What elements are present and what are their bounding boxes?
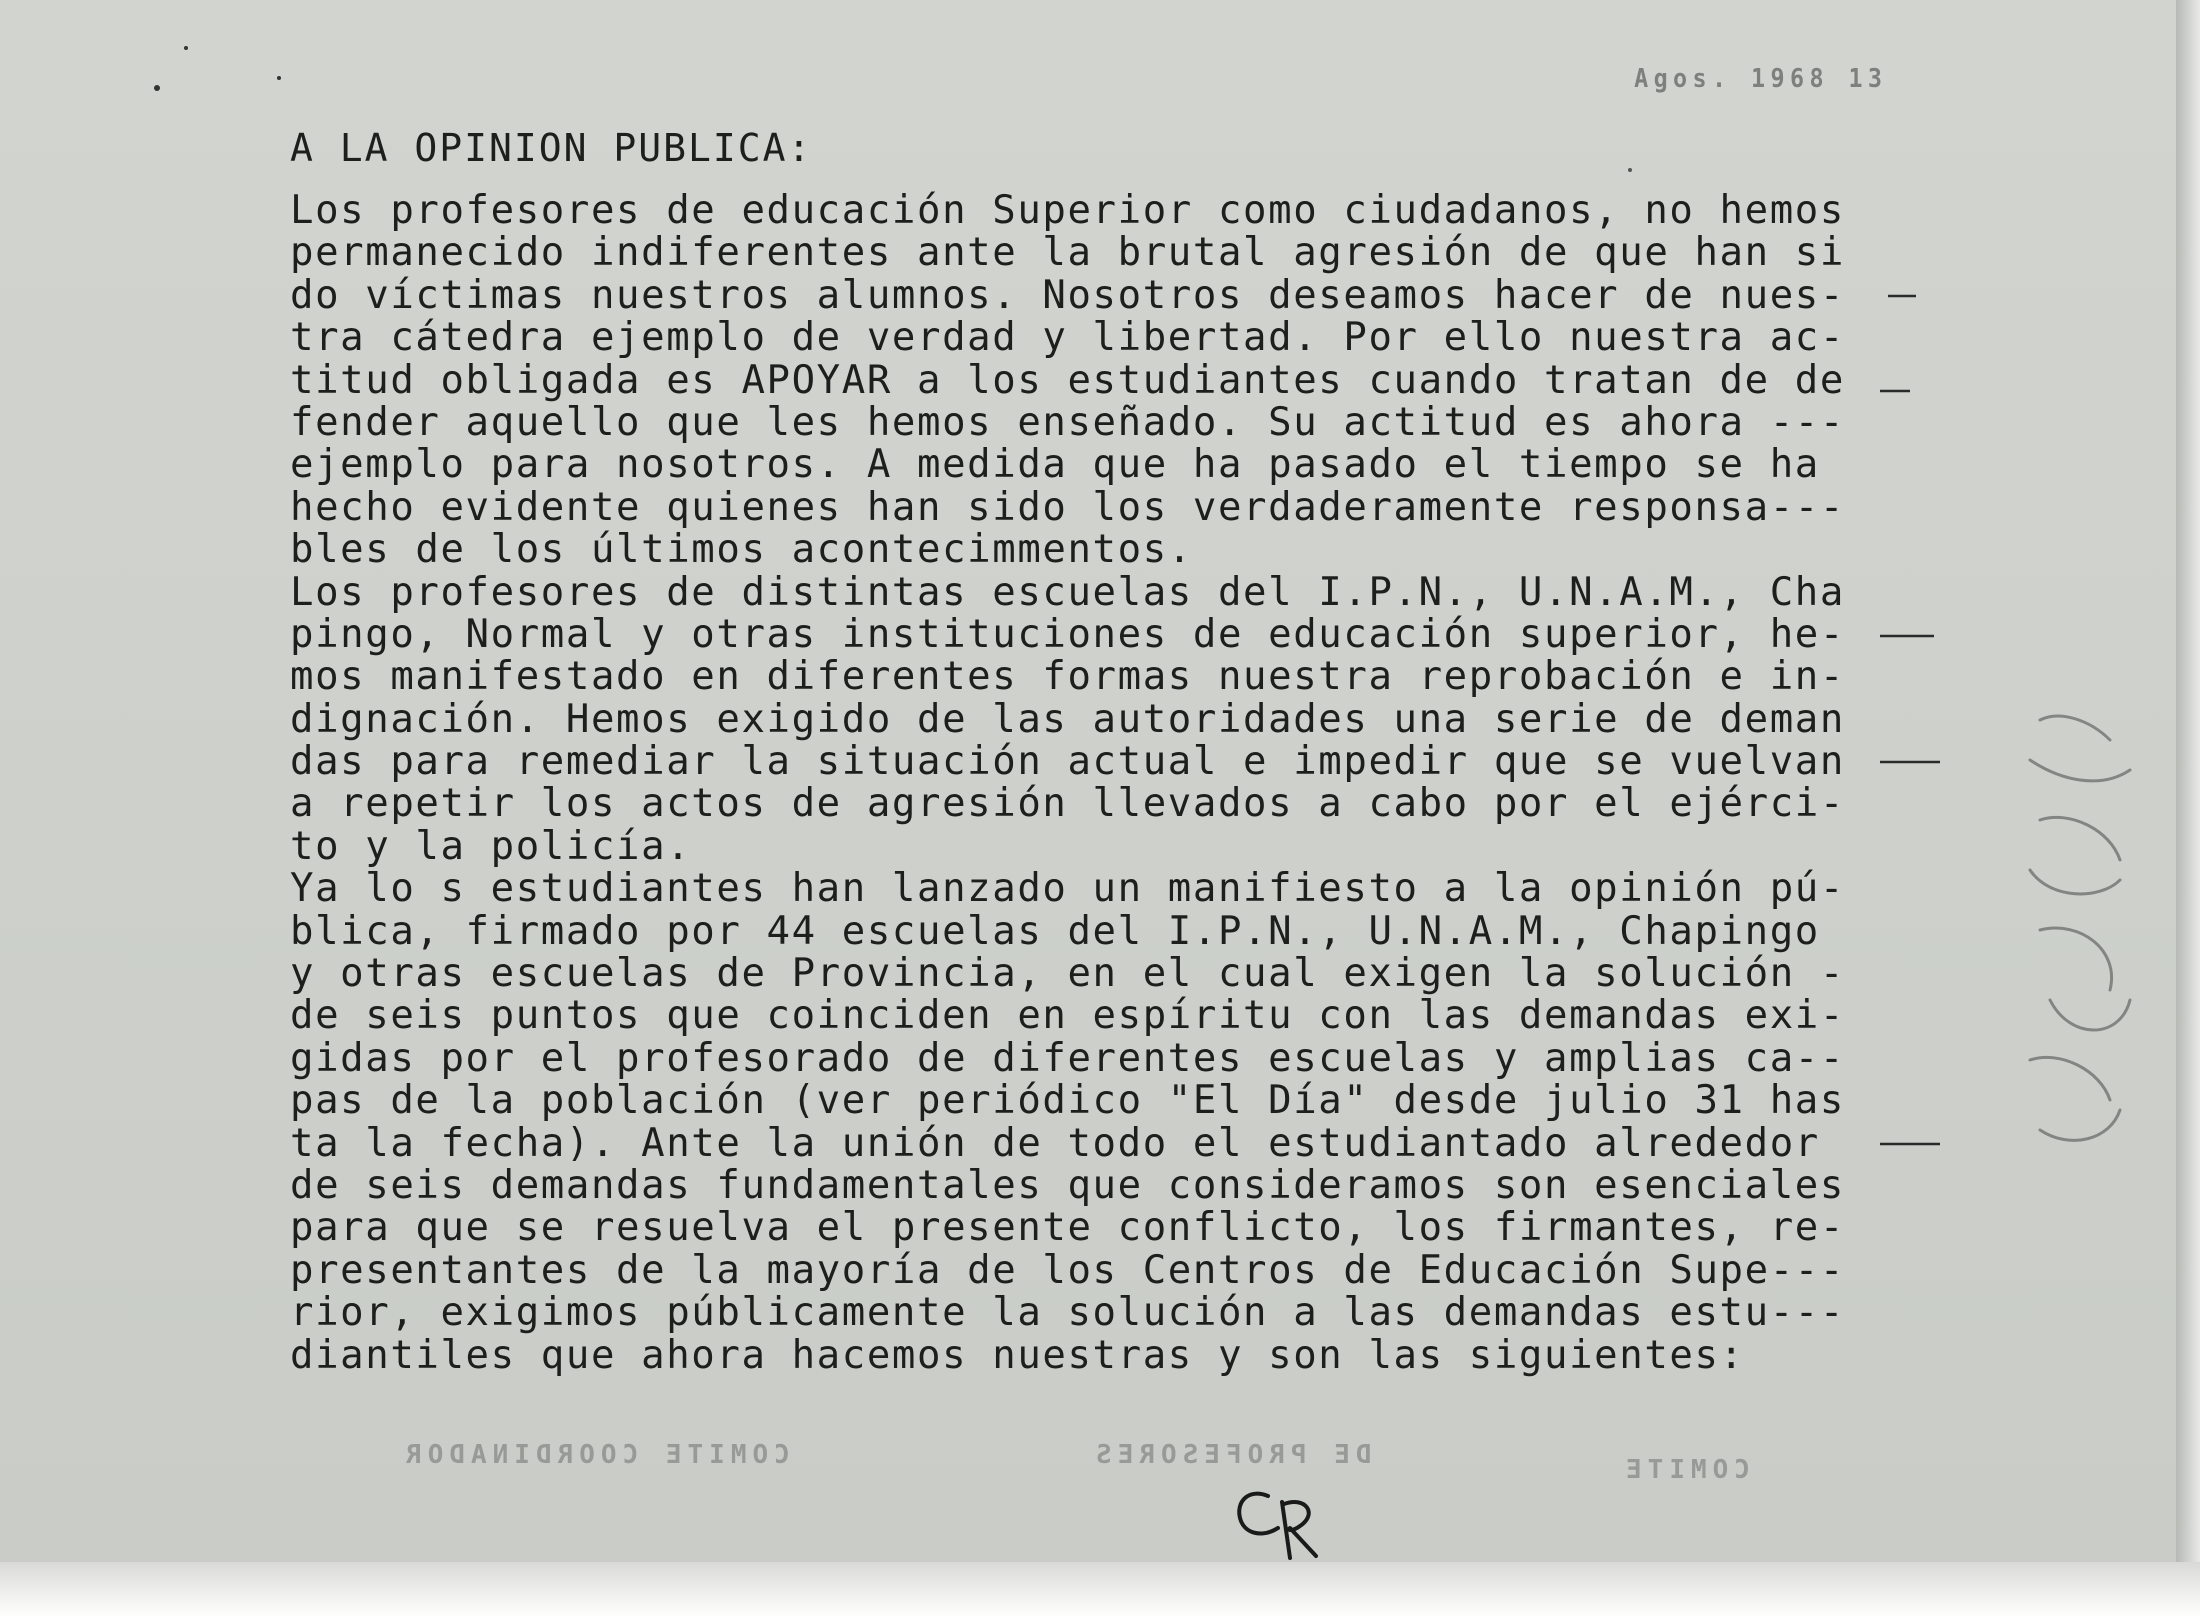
typed-line: to y la policía. — [290, 823, 692, 869]
typed-line: hecho evidente quienes han sido los verdaderamente responsa--- — [290, 484, 1845, 530]
document-heading: A LA OPINION PUBLICA: — [290, 126, 813, 170]
paper-speck — [184, 46, 188, 50]
typed-line: blica, firmado por 44 escuelas del I.P.N., U.N.A.M., Chapingo — [290, 908, 1820, 954]
typed-line: de seis puntos que coinciden en espíritu con las demandas exi- — [290, 993, 1845, 1039]
typed-line: Ya lo s estudiantes han lanzado un manifiesto a la opinión pú- — [290, 866, 1845, 912]
paper-speck — [154, 85, 160, 91]
typed-line: bles de los últimos acontecimmentos. — [290, 527, 1193, 573]
typed-line: y otras escuelas de Provincia, en el cual exigen la solución - — [290, 951, 1845, 997]
bleed-through-text-2: DE PROFESORES — [1090, 1440, 1372, 1470]
typed-line: mos manifestado en diferentes formas nuestra reprobación e in- — [290, 654, 1845, 700]
typed-line: fender aquello que les hemos enseñado. Su actitud es ahora --- — [290, 399, 1845, 445]
typed-line: diantiles que ahora hacemos nuestras y son las siguientes: — [290, 1332, 1745, 1378]
bleed-through-text-1: COMITE COORDINADOR — [400, 1440, 790, 1470]
typed-line: a repetir los actos de agresión llevados a cabo por el ejérci- — [290, 781, 1845, 827]
typed-line: pas de la población (ver periódico "El Día" desde julio 31 has — [290, 1078, 1845, 1124]
paper-speck — [1628, 168, 1632, 172]
typed-line: rior, exigimos públicamente la solución a las demandas estu--- — [290, 1290, 1845, 1336]
typed-line: do víctimas nuestros alumnos. Nosotros deseamos hacer de nues- — [290, 272, 1845, 318]
typed-line: para que se resuelva el presente conflicto, los firmantes, re- — [290, 1205, 1845, 1251]
typed-line: das para remediar la situación actual e impedir que se vuelvan — [290, 739, 1845, 785]
typed-line: permanecido indiferentes ante la brutal agresión de que han si — [290, 230, 1845, 276]
top-date-stamp: Agos. 1968 13 — [1634, 64, 1888, 94]
typed-line: Los profesores de educación Superior como ciudadanos, no hemos — [290, 188, 1845, 233]
typed-line: de seis demandas fundamentales que consideramos son esenciales — [290, 1162, 1845, 1208]
typed-underlines — [1880, 296, 1940, 1144]
typed-line: ta la fecha). Ante la unión de todo el estudiantado alrededor — [290, 1120, 1820, 1166]
typed-line: ejemplo para nosotros. A medida que ha pasado el tiempo se ha — [290, 442, 1820, 488]
handwritten-initials — [1239, 1494, 1316, 1558]
typed-line: tra cátedra ejemplo de verdad y libertad. Por ello nuestra ac- — [290, 315, 1845, 361]
margin-pencil-annotation — [2030, 716, 2130, 1140]
typed-line: pingo, Normal y otras instituciones de educación superior, he- — [290, 611, 1845, 657]
paper-speck — [277, 76, 281, 80]
typed-line: titud obligada es APOYAR a los estudiantes cuando tratan de de — [290, 357, 1845, 403]
typed-line: dignación. Hemos exigido de las autoridades una serie de deman — [290, 696, 1845, 742]
typed-line: gidas por el profesorado de diferentes escuelas y amplias ca-- — [290, 1035, 1845, 1081]
typed-line: presentantes de la mayoría de los Centros de Educación Supe--- — [290, 1247, 1845, 1293]
bleed-through-text-3: COMITE — [1620, 1455, 1750, 1485]
typed-line: Los profesores de distintas escuelas del I.P.N., U.N.A.M., Cha — [290, 569, 1845, 615]
